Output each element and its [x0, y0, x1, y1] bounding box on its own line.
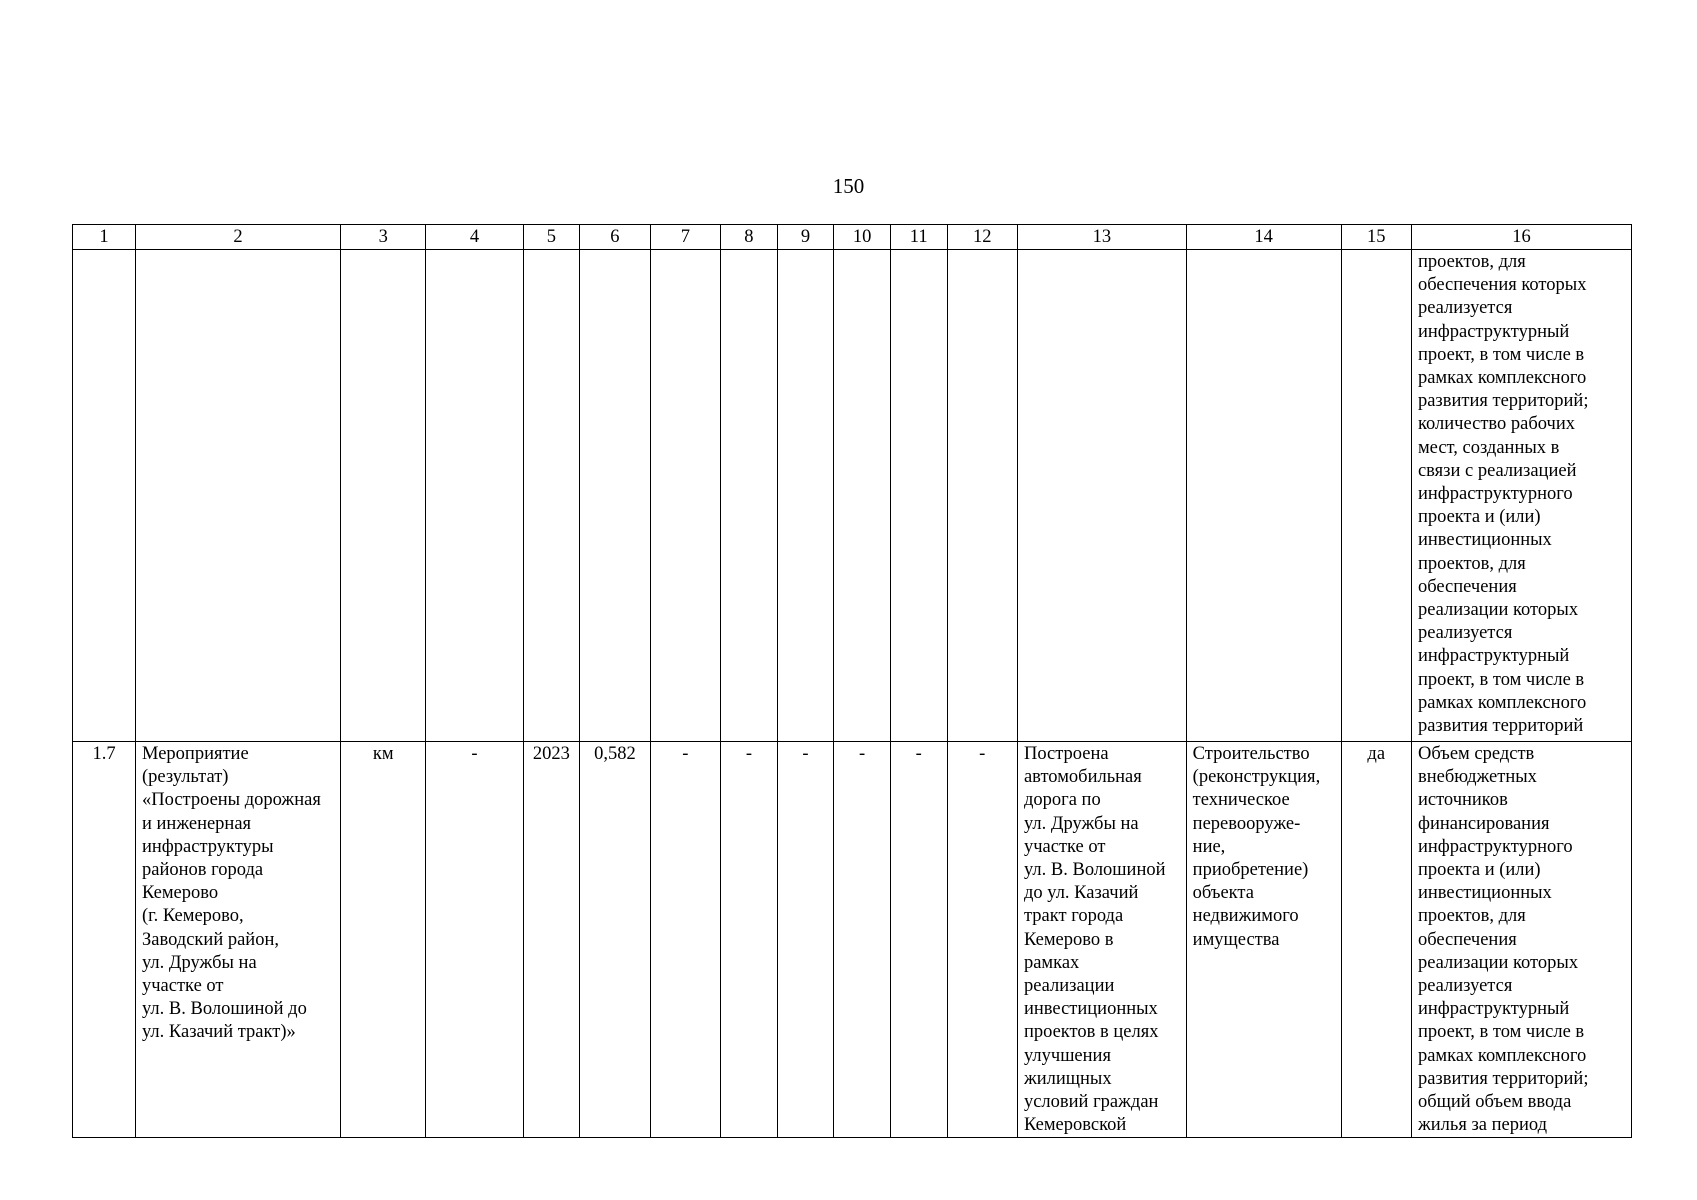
table-cell — [136, 742, 341, 1138]
table-cell — [1411, 742, 1631, 1138]
column-header: 10 — [834, 225, 891, 250]
unit-cell: км — [341, 742, 426, 1138]
table-cell: - — [834, 742, 891, 1138]
table-cell — [777, 250, 834, 742]
column-number-row — [73, 225, 1632, 250]
table-row — [73, 742, 1632, 1138]
column-header: 11 — [890, 225, 947, 250]
page-number: 150 — [832, 174, 865, 198]
table-cell — [1186, 742, 1341, 1138]
column-header: 7 — [650, 225, 720, 250]
column-header: 6 — [580, 225, 650, 250]
table-cell — [834, 250, 891, 742]
row-number: 1.7 — [73, 742, 136, 1138]
table-cell: - — [777, 742, 834, 1138]
table-cell — [1017, 742, 1186, 1138]
table-cell — [73, 250, 136, 742]
column-header: 4 — [426, 225, 523, 250]
column-header: 12 — [947, 225, 1017, 250]
result-type: Строительство (реконструкция, техническое перевооруже- ние, приобретение) объекта недвижимого имущества — [1192, 744, 1321, 950]
table-cell — [136, 250, 341, 742]
table-cell: - — [721, 742, 778, 1138]
table-cell — [341, 250, 426, 742]
flag-cell: да — [1341, 742, 1411, 1138]
table-cell — [1186, 250, 1341, 742]
indicator-text: Объем средств внебюджетных источников финансирования инфраструктурного проекта и (или) инвестиционных проектов, для обеспечения реализации которых реализуется инфраструктурный проект, в том числе в рамках комплексного развития территорий; общий объем ввода жилья за период — [1417, 744, 1589, 1136]
table-cell: - — [426, 742, 523, 1138]
column-header: 9 — [777, 225, 834, 250]
column-header: 8 — [721, 225, 778, 250]
table-cell — [890, 250, 947, 742]
column-header: 5 — [523, 225, 580, 250]
table-cell — [523, 250, 580, 742]
table-cell: - — [650, 742, 720, 1138]
column-header: 2 — [136, 225, 341, 250]
column-header: 16 — [1411, 225, 1631, 250]
column-header: 15 — [1341, 225, 1411, 250]
column-header: 1 — [73, 225, 136, 250]
indicator-text: проектов, для обеспечения которых реализуется инфраструктурный проект, в том числе в рамках комплексного развития территорий; количество рабочих мест, созданных в связи с реализацией инфраструктурного проекта и (или) инвестиционных проектов, для обеспечения реализации которых реализуется инфраструктурный проект, в том числе в рамках комплексного развития территорий — [1417, 252, 1589, 737]
table-cell: - — [890, 742, 947, 1138]
event-name: Мероприятие (результат) «Построены дорожная и инженерная инфраструктуры районов города Кемерово (г. Кемерово, Заводский район, ул. Дружбы на участке от ул. В. Волошиной до ул. Казачий тракт)» — [142, 744, 321, 1043]
table-cell — [1341, 250, 1411, 742]
table-cell — [947, 250, 1017, 742]
table-cell — [650, 250, 720, 742]
column-header: 3 — [341, 225, 426, 250]
year-cell: 2023 — [523, 742, 580, 1138]
table-cell — [721, 250, 778, 742]
table-cell — [1017, 250, 1186, 742]
table-cell — [580, 250, 650, 742]
indicators-table — [72, 224, 1632, 1138]
table-cell — [426, 250, 523, 742]
table-cell: - — [947, 742, 1017, 1138]
result-description: Построена автомобильная дорога по ул. Дружбы на участке от ул. В. Волошиной до ул. Казачий тракт города Кемерово в рамках реализации инвестиционных проектов в целях улучшения жилищных условий граждан Кемеровской — [1023, 744, 1166, 1136]
column-header: 14 — [1186, 225, 1341, 250]
value-cell: 0,582 — [580, 742, 650, 1138]
table-cell — [1411, 250, 1631, 742]
column-header: 13 — [1017, 225, 1186, 250]
table-row — [73, 250, 1632, 742]
